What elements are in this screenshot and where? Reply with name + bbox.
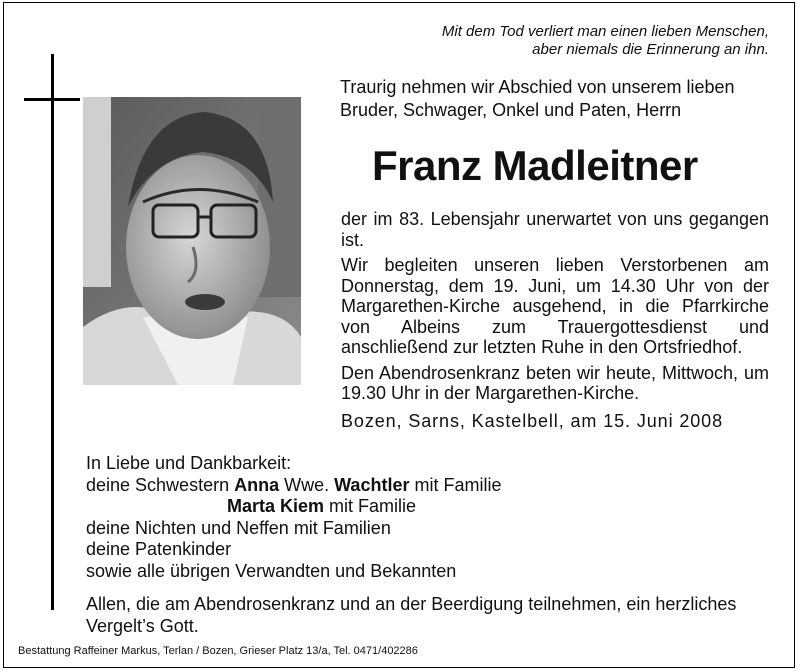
mourner-line-godchildren: deine Patenkinder	[86, 539, 232, 559]
mourner-text: Wwe.	[279, 474, 335, 495]
mourners-list	[86, 453, 786, 582]
thanks-heading: In Liebe und Dankbarkeit:	[86, 453, 292, 473]
motto-line-1: Mit dem Tod verliert man einen lieben Menschen,	[441, 23, 769, 40]
passing-paragraph: der im 83. Lebensjahr unerwartet von uns gegangen ist.	[341, 209, 769, 250]
cross-icon-vertical	[51, 54, 54, 610]
closing-thanks	[86, 594, 786, 637]
mourner-text: deine Schwestern	[86, 474, 235, 495]
mourner-text: mit Familie	[324, 496, 417, 516]
mourner-line-marta	[86, 496, 786, 518]
cross-icon-horizontal	[24, 98, 80, 101]
motto-line-2: aber niemals die Erinnerung an ihn.	[532, 41, 769, 58]
intro-line-2: Bruder, Schwager, Onkel und Paten, Herrn	[340, 100, 682, 120]
mourner-name: Anna	[234, 474, 280, 495]
mourner-name: Marta Kiem	[227, 496, 325, 516]
closing-line-1: Allen, die am Abendrosenkranz und an der Beerdigung teilnehmen, ein herzliches	[86, 594, 737, 614]
closing-line-2: Vergelt’s Gott.	[86, 615, 199, 636]
motto-quote	[369, 23, 769, 59]
intro-text	[340, 76, 770, 122]
portrait-photo	[83, 97, 301, 385]
mourner-name: Wachtler	[334, 474, 410, 495]
mourner-line-sisters	[86, 475, 786, 497]
rosary-paragraph: Den Abendrosenkranz beten wir heute, Mittwoch, um 19.30 Uhr in der Margarethen-Kirche.	[341, 362, 769, 403]
funeral-home-footer: Bestattung Raffeiner Markus, Terlan / Bozen, Grieser Platz 13/a, Tel. 0471/402286	[18, 645, 418, 657]
notice-body	[341, 209, 769, 409]
deceased-name: Franz Madleitner	[372, 142, 698, 189]
mourner-line-nieces: deine Nichten und Neffen mit Familien	[86, 517, 391, 538]
funeral-paragraph: Wir begleiten unseren lieben Verstorbenen am Donnerstag, dem 19. Juni, um 14.30 Uhr von der Margarethen-Kirche ausgehend, in die Pfarrkirche von Albeins zum Trauergottesdienst und anschließend zur letzten Ruhe in den Ortsfriedhof.	[341, 255, 769, 357]
place-date: Bozen, Sarns, Kastelbell, am 15. Juni 2008	[341, 411, 724, 431]
intro-line-1: Traurig nehmen wir Abschied von unserem lieben	[340, 77, 735, 97]
mourner-text: mit Familie	[409, 474, 502, 495]
mourner-line-relatives: sowie alle übrigen Verwandten und Bekannten	[86, 560, 457, 581]
